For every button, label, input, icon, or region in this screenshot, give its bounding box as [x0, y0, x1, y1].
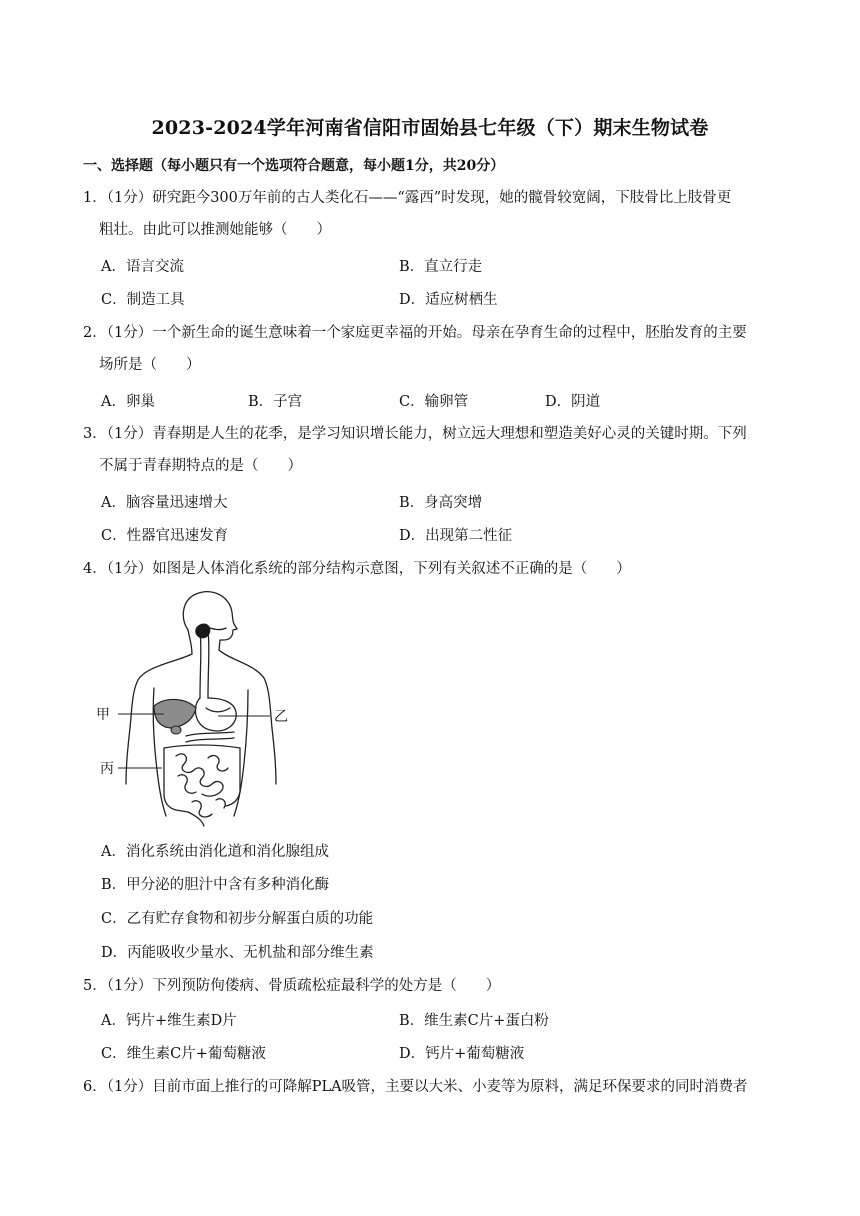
label-bing: 丙 — [100, 762, 114, 777]
question-5 — [83, 970, 783, 1002]
option-c: C．性器官迅速发育 — [101, 528, 229, 544]
option-d: D．丙能吸收少量水、无机盐和部分维生素 — [101, 945, 374, 961]
option-b: B．子宫 — [248, 394, 303, 410]
option-d: D．出现第二性征 — [399, 528, 513, 544]
question-text: 1．（1分）研究距今300万年前的古人类化石——“露西”时发现，她的髋骨较宽阔，下肢骨比上肢骨更 — [83, 190, 732, 206]
option-c: C．维生素C片+葡萄糖液 — [101, 1046, 266, 1062]
option-b: B．甲分泌的胆汁中含有多种消化酶 — [101, 877, 330, 893]
question-text: 2．（1分）一个新生命的诞生意味着一个家庭更幸福的开始。母亲在孕育生命的过程中，胚胎发育的主要 — [83, 325, 747, 341]
option-b: B．维生素C片+蛋白粉 — [399, 1013, 549, 1029]
question-4 — [83, 553, 783, 585]
option-d: D．适应树栖生 — [399, 292, 498, 308]
question-2 — [83, 317, 783, 381]
label-yi: 乙 — [274, 710, 288, 725]
option-d: D．阴道 — [545, 394, 601, 410]
option-a: A．卵巢 — [101, 394, 155, 410]
option-a: A．语言交流 — [101, 259, 184, 275]
section-heading: 一、选择题（每小题只有一个选项符合题意，每小题1分，共20分） — [83, 158, 505, 174]
question-text: 5．（1分）下列预防佝偻病、骨质疏松症最科学的处方是（ ） — [83, 978, 501, 994]
option-b: B．身高突增 — [399, 495, 483, 511]
option-a: A．消化系统由消化道和消化腺组成 — [101, 844, 329, 860]
question-text-cont: 不属于青春期特点的是（ ） — [99, 458, 302, 474]
exam-title: 2023-2024学年河南省信阳市固始县七年级（下）期末生物试卷 — [151, 117, 709, 139]
question-text: 4．（1分）如图是人体消化系统的部分结构示意图，下列有关叙述不正确的是（ ） — [83, 561, 631, 577]
option-c: C．制造工具 — [101, 292, 185, 308]
option-a: A．钙片+维生素D片 — [101, 1013, 237, 1029]
option-d: D．钙片+葡萄糖液 — [399, 1046, 525, 1062]
label-jia: 甲 — [96, 708, 110, 723]
question-1 — [83, 182, 783, 246]
question-3 — [83, 418, 783, 482]
question-6 — [83, 1071, 783, 1103]
question-text-cont: 粗壮。由此可以推测她能够（ ） — [99, 222, 331, 238]
question-text: 6．（1分）目前市面上推行的可降解PLA吸管，主要以大米、小麦等为原料，满足环保要求的同时消费者 — [83, 1079, 748, 1095]
option-c: C．输卵管 — [399, 394, 469, 410]
question-text: 3．（1分）青春期是人生的花季，是学习知识增长能力，树立远大理想和塑造美好心灵的关键时期。下列 — [83, 426, 747, 442]
question-text-cont: 场所是（ ） — [99, 357, 201, 373]
digestive-system-diagram — [96, 588, 296, 828]
option-c: C．乙有贮存食物和初步分解蛋白质的功能 — [101, 911, 374, 927]
option-a: A．脑容量迅速增大 — [101, 495, 228, 511]
option-b: B．直立行走 — [399, 259, 483, 275]
